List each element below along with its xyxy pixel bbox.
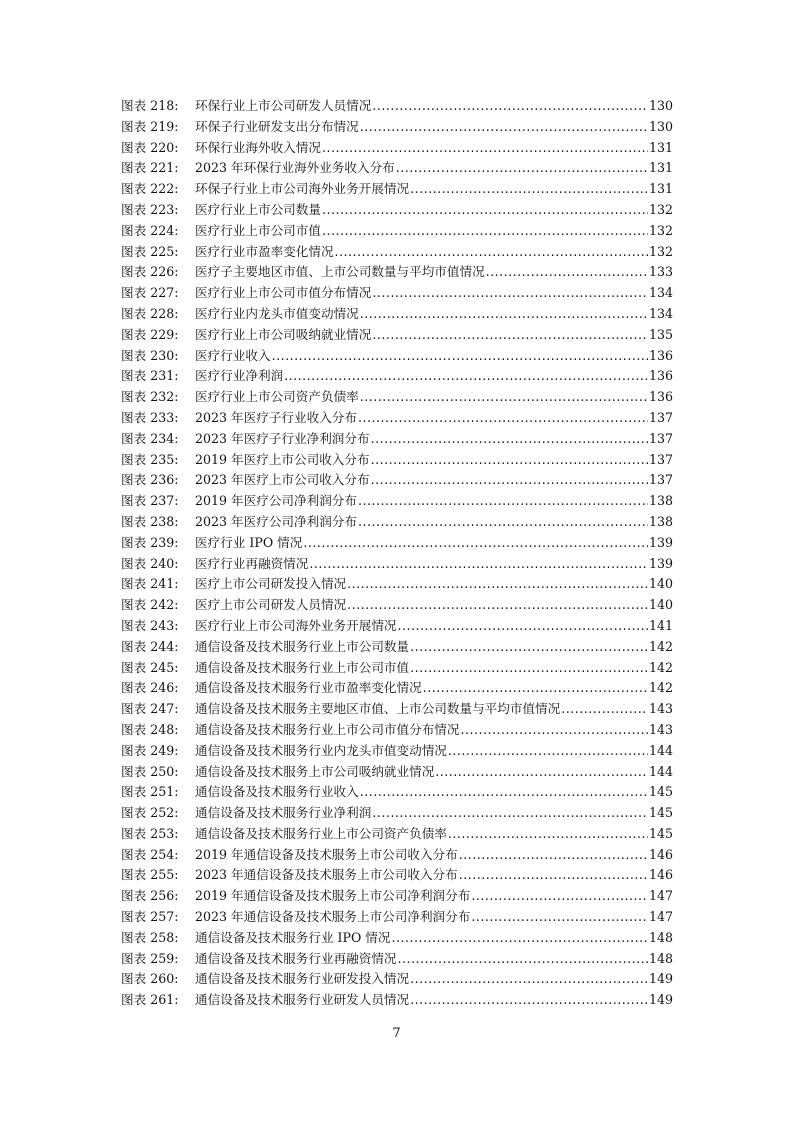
figure-label: 图表 251: <box>121 784 179 800</box>
dot-leader <box>561 699 648 720</box>
figure-title: 环保子行业上市公司海外业务开展情况 <box>195 181 410 197</box>
figure-page-number: 145 <box>648 825 673 841</box>
toc-entry[interactable] <box>121 491 673 512</box>
figure-title: 医疗行业上市公司海外业务开展情况 <box>195 617 397 633</box>
figure-label: 图表 249: <box>121 742 179 758</box>
toc-entry[interactable] <box>121 450 673 471</box>
dot-leader <box>303 533 648 554</box>
dot-leader <box>358 491 648 512</box>
figure-title: 2023 年医疗上市公司收入分布 <box>195 472 370 488</box>
dot-leader <box>272 346 648 367</box>
toc-entry[interactable] <box>121 658 673 679</box>
dot-leader <box>360 387 648 408</box>
figure-page-number: 135 <box>648 326 673 342</box>
figure-label: 图表 238: <box>121 513 179 529</box>
toc-entry[interactable] <box>121 304 673 325</box>
figure-title: 2023 年医疗子行业净利润分布 <box>195 430 370 446</box>
figure-title: 医疗行业上市公司市值分布情况 <box>195 285 372 301</box>
dot-leader <box>372 283 648 304</box>
figure-title: 医疗行业上市公司市值 <box>195 222 321 238</box>
figure-label: 图表 254: <box>121 846 179 862</box>
figure-label: 图表 231: <box>121 368 179 384</box>
figure-label: 图表 256: <box>121 888 179 904</box>
figure-page-number: 144 <box>648 742 673 758</box>
figure-page-number: 136 <box>648 347 673 363</box>
figure-page-number: 131 <box>648 160 673 176</box>
figure-title: 通信设备及技术服务行业 IPO 情况 <box>195 929 391 945</box>
figure-page-number: 139 <box>648 534 673 550</box>
figure-title: 通信设备及技术服务主要地区市值、上市公司数量与平均市值情况 <box>195 701 561 717</box>
toc-entry[interactable] <box>121 470 673 491</box>
dot-leader <box>284 366 648 387</box>
figure-page-number: 138 <box>648 493 673 509</box>
figure-label: 图表 245: <box>121 659 179 675</box>
figure-label: 图表 229: <box>121 326 179 342</box>
figure-page-number: 143 <box>648 701 673 717</box>
toc-entry[interactable] <box>121 96 673 117</box>
toc-entry[interactable] <box>121 179 673 200</box>
figure-label: 图表 255: <box>121 867 179 883</box>
toc-entry[interactable] <box>121 762 673 783</box>
dot-leader <box>398 616 648 637</box>
toc-entry[interactable] <box>121 845 673 866</box>
figure-page-number: 133 <box>648 264 673 280</box>
figure-page-number: 146 <box>648 846 673 862</box>
figure-page-number: 137 <box>648 430 673 446</box>
figure-title: 2019 年通信设备及技术服务上市公司净利润分布 <box>195 888 471 904</box>
toc-entry[interactable] <box>121 242 673 263</box>
figure-title: 通信设备及技术服务行业内龙头市值变动情况 <box>195 742 447 758</box>
figure-page-number: 136 <box>648 368 673 384</box>
figure-label: 图表 222: <box>121 181 179 197</box>
figure-title: 医疗上市公司研发人员情况 <box>195 597 347 613</box>
figure-title: 2023 年通信设备及技术服务上市公司收入分布 <box>195 867 458 883</box>
figure-label: 图表 259: <box>121 950 179 966</box>
dot-leader <box>347 595 648 616</box>
figure-title: 医疗行业上市公司吸纳就业情况 <box>195 326 372 342</box>
figure-page-number: 145 <box>648 784 673 800</box>
figure-label: 图表 232: <box>121 389 179 405</box>
figure-page-number: 148 <box>648 950 673 966</box>
figure-title: 通信设备及技术服务行业市盈率变化情况 <box>195 680 422 696</box>
figure-title: 环保行业上市公司研发人员情况 <box>195 98 372 113</box>
figure-title: 医疗行业 IPO 情况 <box>195 534 303 550</box>
dot-leader <box>371 470 648 491</box>
figure-title: 2023 年环保行业海外业务收入分布 <box>195 160 395 176</box>
figure-page-number: 140 <box>648 597 673 613</box>
figure-page-number: 148 <box>648 929 673 945</box>
toc-entry[interactable] <box>121 886 673 907</box>
figure-page-number: 147 <box>648 888 673 904</box>
toc-entry[interactable] <box>121 387 673 408</box>
figure-page-number: 132 <box>648 222 673 238</box>
dot-leader <box>358 512 648 533</box>
toc-entry[interactable] <box>121 262 673 283</box>
figure-title: 通信设备及技术服务行业收入 <box>195 784 359 800</box>
figure-label: 图表 242: <box>121 597 179 613</box>
toc-entry[interactable] <box>121 158 673 179</box>
figure-label: 图表 243: <box>121 617 179 633</box>
toc-entry[interactable] <box>121 554 673 575</box>
toc-entry[interactable] <box>121 699 673 720</box>
dot-leader <box>435 762 648 783</box>
figure-page-number: 145 <box>648 805 673 821</box>
figure-page-number: 131 <box>648 181 673 197</box>
figure-title: 医疗行业上市公司数量 <box>195 201 321 217</box>
dot-leader <box>372 96 648 117</box>
toc-entry[interactable] <box>121 637 673 658</box>
figure-title: 通信设备及技术服务行业再融资情况 <box>195 950 397 966</box>
figure-label: 图表 235: <box>121 451 179 467</box>
figure-label: 图表 219: <box>121 118 179 134</box>
toc-entry[interactable] <box>121 782 673 803</box>
dot-leader <box>486 262 648 283</box>
figure-page-number: 141 <box>648 617 673 633</box>
toc-entry[interactable] <box>121 117 673 138</box>
toc-entry[interactable] <box>121 969 673 990</box>
toc-entry[interactable] <box>121 720 673 741</box>
figure-page-number: 142 <box>648 680 673 696</box>
dot-leader <box>410 637 648 658</box>
dot-leader <box>360 117 648 138</box>
dot-leader <box>392 928 648 949</box>
figure-page-number: 132 <box>648 201 673 217</box>
figure-title: 医疗行业上市公司资产负债率 <box>195 389 359 405</box>
figure-page-number: 131 <box>648 139 673 155</box>
figure-page-number: 149 <box>648 971 673 987</box>
figure-label: 图表 248: <box>121 721 179 737</box>
dot-leader <box>410 179 648 200</box>
figure-title: 通信设备及技术服务行业上市公司资产负债率 <box>195 825 447 841</box>
figure-page-number: 142 <box>648 659 673 675</box>
dot-leader <box>459 845 648 866</box>
dot-leader <box>309 554 648 575</box>
dot-leader <box>347 574 648 595</box>
figure-page-number: 137 <box>648 472 673 488</box>
dot-leader <box>396 158 648 179</box>
figure-label: 图表 260: <box>121 971 179 987</box>
figure-label: 图表 223: <box>121 201 179 217</box>
figure-label: 图表 246: <box>121 680 179 696</box>
toc-entry[interactable] <box>121 865 673 886</box>
toc-entry[interactable] <box>121 803 673 824</box>
figure-title: 通信设备及技术服务行业研发投入情况 <box>195 971 410 987</box>
figure-page-number: 132 <box>648 243 673 259</box>
dot-leader <box>410 658 648 679</box>
figure-title: 2019 年医疗上市公司收入分布 <box>195 451 370 467</box>
page-number: 7 <box>392 1026 401 1041</box>
dot-leader <box>372 325 648 346</box>
figure-title: 医疗行业收入 <box>195 347 271 363</box>
figure-title: 通信设备及技术服务上市公司吸纳就业情况 <box>195 763 435 779</box>
dot-leader <box>410 969 648 990</box>
figure-title: 通信设备及技术服务行业上市公司市值分布情况 <box>195 721 460 737</box>
figure-label: 图表 252: <box>121 805 179 821</box>
toc-entry[interactable] <box>121 616 673 637</box>
figure-page-number: 137 <box>648 409 673 425</box>
toc-entry[interactable] <box>121 366 673 387</box>
figure-page-number: 142 <box>648 638 673 654</box>
figure-label: 图表 226: <box>121 264 179 280</box>
figure-page-number: 130 <box>648 98 673 113</box>
figure-title: 环保子行业研发支出分布情况 <box>195 118 359 134</box>
dot-leader <box>360 782 648 803</box>
toc-entry[interactable] <box>121 138 673 159</box>
figure-label: 图表 236: <box>121 472 179 488</box>
figure-title: 医疗行业市盈率变化情况 <box>195 243 334 259</box>
dot-leader <box>371 450 648 471</box>
toc-entry[interactable] <box>121 824 673 845</box>
figure-label: 图表 250: <box>121 763 179 779</box>
figure-title: 医疗行业内龙头市值变动情况 <box>195 305 359 321</box>
toc-entry[interactable] <box>121 221 673 242</box>
figure-page-number: 136 <box>648 389 673 405</box>
dot-leader <box>471 907 648 928</box>
toc-entry[interactable] <box>121 429 673 450</box>
figure-label: 图表 218: <box>121 98 179 113</box>
dot-leader <box>358 408 648 429</box>
dot-leader <box>448 741 648 762</box>
dot-leader <box>459 865 648 886</box>
figure-page-number: 140 <box>648 576 673 592</box>
dot-leader <box>371 429 648 450</box>
figure-label: 图表 225: <box>121 243 179 259</box>
toc-entry[interactable] <box>121 741 673 762</box>
toc-entry[interactable] <box>121 949 673 970</box>
dot-leader <box>322 221 648 242</box>
figure-label: 图表 233: <box>121 409 179 425</box>
figure-title: 环保行业海外收入情况 <box>195 139 321 155</box>
toc-entry[interactable] <box>121 678 673 699</box>
figure-title: 医疗上市公司研发投入情况 <box>195 576 347 592</box>
figure-title: 通信设备及技术服务行业净利润 <box>195 805 372 821</box>
toc-entry[interactable] <box>121 325 673 346</box>
figure-label: 图表 228: <box>121 305 179 321</box>
figure-page-number: 149 <box>648 992 673 1008</box>
toc-entry[interactable] <box>121 408 673 429</box>
figure-page-number: 137 <box>648 451 673 467</box>
dot-leader <box>372 803 648 824</box>
dot-leader <box>460 720 647 741</box>
toc-entry[interactable] <box>121 346 673 367</box>
toc-entry[interactable] <box>121 907 673 928</box>
figure-page-number: 134 <box>648 305 673 321</box>
figure-title: 2023 年医疗公司净利润分布 <box>195 513 357 529</box>
dot-leader <box>398 949 648 970</box>
figure-title: 通信设备及技术服务行业研发人员情况 <box>195 992 410 1008</box>
figure-title: 通信设备及技术服务行业上市公司数量 <box>195 638 410 654</box>
toc-entry[interactable] <box>121 595 673 616</box>
figure-label: 图表 221: <box>121 160 179 176</box>
figure-label: 图表 247: <box>121 701 179 717</box>
figure-label: 图表 230: <box>121 347 179 363</box>
figure-label: 图表 261: <box>121 992 179 1008</box>
toc-entry[interactable] <box>121 512 673 533</box>
figure-title: 2023 年通信设备及技术服务上市公司净利润分布 <box>195 909 471 925</box>
dot-leader <box>410 990 648 1011</box>
figure-page-number: 144 <box>648 763 673 779</box>
figure-label: 图表 220: <box>121 139 179 155</box>
figure-label: 图表 258: <box>121 929 179 945</box>
toc-entry[interactable] <box>121 574 673 595</box>
figure-title: 医疗行业再融资情况 <box>195 555 309 571</box>
figure-label: 图表 253: <box>121 825 179 841</box>
dot-leader <box>448 824 648 845</box>
dot-leader <box>335 242 648 263</box>
figure-page-number: 146 <box>648 867 673 883</box>
toc-entry[interactable] <box>121 928 673 949</box>
table-of-figures <box>121 96 673 1011</box>
figure-page-number: 130 <box>648 118 673 134</box>
figure-label: 图表 239: <box>121 534 179 550</box>
figure-label: 图表 240: <box>121 555 179 571</box>
figure-title: 通信设备及技术服务行业上市公司市值 <box>195 659 410 675</box>
figure-page-number: 139 <box>648 555 673 571</box>
figure-page-number: 134 <box>648 285 673 301</box>
figure-label: 图表 227: <box>121 285 179 301</box>
dot-leader <box>423 678 648 699</box>
figure-title: 医疗子主要地区市值、上市公司数量与平均市值情况 <box>195 264 485 280</box>
toc-entry[interactable] <box>121 200 673 221</box>
dot-leader <box>322 138 648 159</box>
figure-label: 图表 257: <box>121 909 179 925</box>
figure-title: 2023 年医疗子行业收入分布 <box>195 409 357 425</box>
figure-page-number: 143 <box>648 721 673 737</box>
figure-page-number: 138 <box>648 513 673 529</box>
figure-page-number: 147 <box>648 909 673 925</box>
dot-leader <box>471 886 648 907</box>
figure-title: 2019 年医疗公司净利润分布 <box>195 493 357 509</box>
toc-entry[interactable] <box>121 283 673 304</box>
toc-entry[interactable] <box>121 990 673 1011</box>
figure-label: 图表 224: <box>121 222 179 238</box>
toc-entry[interactable] <box>121 533 673 554</box>
figure-label: 图表 237: <box>121 493 179 509</box>
figure-title: 医疗行业净利润 <box>195 368 284 384</box>
dot-leader <box>322 200 648 221</box>
figure-title: 2019 年通信设备及技术服务上市公司收入分布 <box>195 846 458 862</box>
dot-leader <box>360 304 648 325</box>
figure-label: 图表 234: <box>121 430 179 446</box>
figure-label: 图表 244: <box>121 638 179 654</box>
figure-label: 图表 241: <box>121 576 179 592</box>
